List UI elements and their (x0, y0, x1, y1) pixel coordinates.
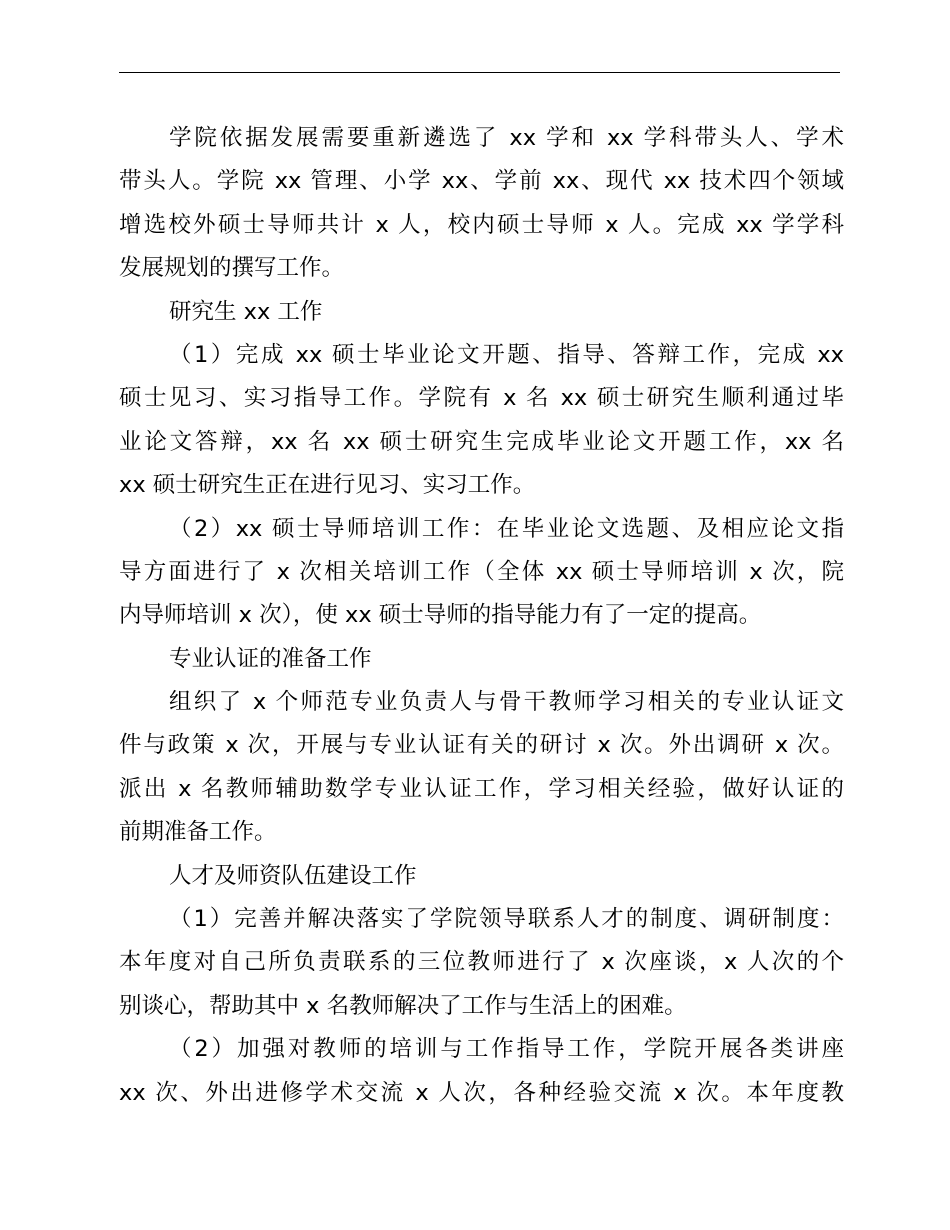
paragraph-line: （1）完成 xx 硕士毕业论文开题、指导、答辩工作，完成 xx (169, 341, 844, 368)
paragraph-line: 业论文答辩，xx 名 xx 硕士研究生完成毕业论文开题工作，xx 名 (119, 428, 844, 455)
document-body (119, 117, 844, 1115)
paragraph-line: 学院依据发展需要重新遴选了 xx 学和 xx 学科带头人、学术 (169, 125, 844, 151)
paragraph-line: 发展规划的撰写工作。 (119, 255, 345, 282)
paragraph-line: 组织了 x 个师范专业负责人与骨干教师学习相关的专业认证文 (169, 689, 844, 716)
header-rule (119, 72, 840, 73)
paragraph-line: 件与政策 x 次，开展与专业认证有关的研讨 x 次。外出调研 x 次。 (119, 732, 844, 759)
paragraph-line: 派出 x 名教师辅助数学专业认证工作，学习相关经验，做好认证的 (119, 775, 844, 802)
section-heading: 人才及师资队伍建设工作 (169, 862, 417, 889)
section-heading: 研究生 xx 工作 (169, 298, 323, 325)
paragraph-line: 本年度对自己所负责联系的三位教师进行了 x 次座谈，x 人次的个 (119, 949, 844, 976)
paragraph-line: 内导师培训 x 次），使 xx 硕士导师的指导能力有了一定的提高。 (119, 602, 762, 629)
paragraph-line: xx 硕士研究生正在进行见习、实习工作。 (119, 472, 536, 499)
paragraph-line: 导方面进行了 x 次相关培训工作（全体 xx 硕士导师培训 x 次，院 (119, 558, 844, 585)
paragraph-line: （2）xx 硕士导师培训工作：在毕业论文选题、及相应论文指 (169, 515, 844, 542)
paragraph-line: 硕士见习、实习指导工作。学院有 x 名 xx 硕士研究生顺利通过毕 (119, 385, 844, 412)
paragraph-line: 别谈心，帮助其中 x 名教师解决了工作与生活上的困难。 (119, 992, 687, 1019)
paragraph-line: 带头人。学院 xx 管理、小学 xx、学前 xx、现代 xx 技术四个领域 (119, 168, 844, 195)
paragraph-line: xx 次、外出进修学术交流 x 人次，各种经验交流 x 次。本年度教 (119, 1079, 844, 1106)
paragraph-line: （2）加强对教师的培训与工作指导工作，学院开展各类讲座 (169, 1036, 844, 1063)
paragraph-line: 增选校外硕士导师共计 x 人，校内硕士导师 x 人。完成 xx 学学科 (119, 211, 844, 238)
section-heading: 专业认证的准备工作 (169, 645, 372, 672)
paragraph-line: 前期准备工作。 (119, 819, 277, 846)
paragraph-line: （1）完善并解决落实了学院领导联系人才的制度、调研制度： (169, 906, 844, 933)
